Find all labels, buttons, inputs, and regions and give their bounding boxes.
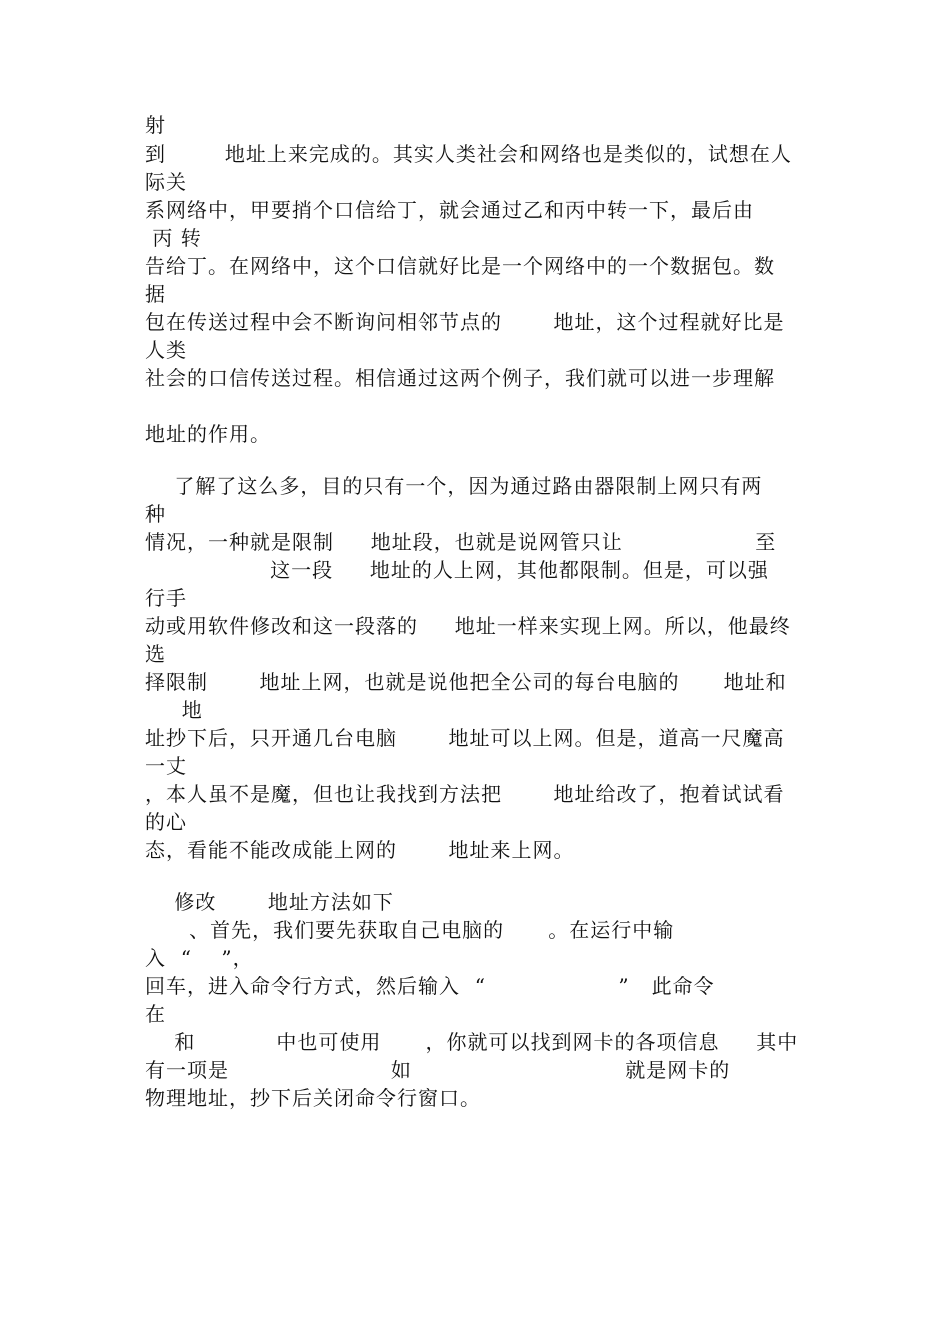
text-line: 了解了这么多，目的只有一个，因为通过路由器限制上网只有两 [145,474,763,498]
text-line: 社会的口信传送过程。相信通过这两个例子，我们就可以进一步理解 [145,366,775,390]
text-line: 这一段 地址的人上网，其他都限制。但是，可以强 [145,558,769,582]
text-line: 行手 [145,586,187,610]
text-line: 和 中也可使用 ，你就可以找到网卡的各项信息 其中 [145,1030,799,1054]
text-line: 一丈 [145,754,187,778]
text-line: 到 地址上来完成的。其实人类社会和网络也是类似的，试想在人 [145,142,792,166]
text-line: 情况，一种就是限制 地址段，也就是说网管只让 至 [145,530,777,554]
text-line: 选 [145,642,166,666]
text-line: 态，看能不能改成能上网的 地址来上网。 [145,838,575,862]
text-line: 址抄下后，只开通几台电脑 地址可以上网。但是，道高一尺魔高 [145,726,785,750]
text-line: 择限制 地址上网，也就是说他把全公司的每台电脑的 地址和 [145,670,787,694]
text-line: 据 [145,282,166,306]
text-line: 包在传送过程中会不断询问相邻节点的 地址，这个过程就好比是 [145,310,785,334]
text-line: 地址的作用。 [145,422,271,446]
text-line: 地 [145,698,203,722]
text-line: 种 [145,502,166,526]
text-line: 告给丁。在网络中，这个口信就好比是一个网络中的一个数据包。数 [145,254,775,278]
text-line: 、首先，我们要先获取自己电脑的 。在运行中输 [145,918,675,942]
text-line: 回车，进入命令行方式，然后输入 “ ” 此命令 [145,974,715,998]
text-line: ，本人虽不是魔，但也让我找到方法把 地址给改了，抱着试试看 [145,782,785,806]
section-heading: 修改 地址方法如下 [145,890,394,914]
text-line: 动或用软件修改和这一段落的 地址一样来实现上网。所以，他最终 [145,614,791,638]
text-line: 际关 [145,170,187,194]
text-line: 有一项是 如 就是网卡的 [145,1058,731,1082]
text-line: 入 “ ”， [145,946,254,970]
text-line: 物理地址，抄下后关闭命令行窗口。 [145,1086,481,1110]
text-line: 系网络中，甲要捎个口信给丁，就会通过乙和丙中转一下，最后由 [145,198,754,222]
text-line: 丙 转 [145,226,202,250]
text-line: 的心 [145,810,187,834]
text-line: 人类 [145,338,187,362]
text-line: 射 [145,113,166,137]
text-line: 在 [145,1002,166,1026]
